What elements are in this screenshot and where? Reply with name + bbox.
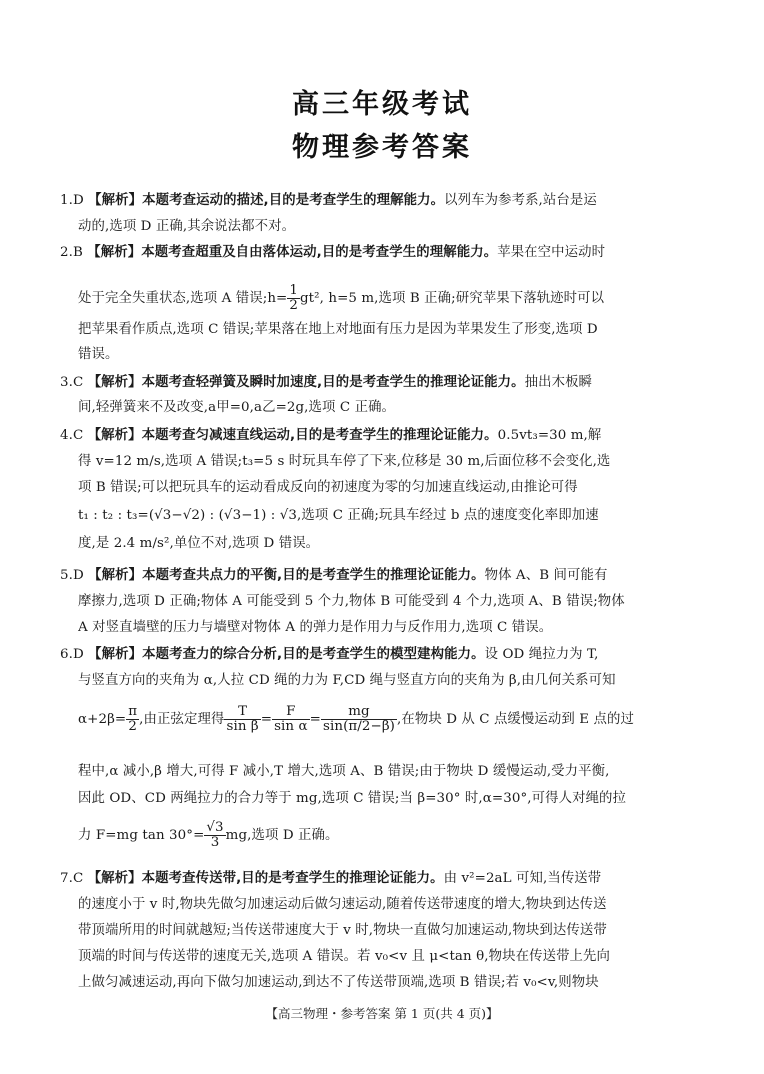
answer-2-line-4: 错误。 [78, 347, 119, 362]
fraction-root3-over-3: $\frac{√3}{3}$ [206, 820, 224, 850]
answer-7-line-3: 带顶端所用的时间就越短;当传送带速度大于 v 时,物块一直做匀加速运动,物块到达传送带 [78, 923, 607, 938]
answer-4-line-5: 度,是 2.4 m/s²,单位不对,选项 D 错误。 [78, 536, 320, 551]
answer-2-line-2: 处于完全失重状态,选项 A 错误;h= $\frac{1}{2}$ gt², h=5 m,选项 B 正确;研究苹果下落轨迹时可以 [78, 283, 605, 313]
answer-2-line-1: 2.B 【解析】本题考查超重及自由落体运动,目的是考查学生的理解能力。苹果在空中运动时 [60, 245, 606, 260]
answer-7-line-1: 7.C 【解析】本题考查传送带,目的是考查学生的推理论证能力。由 v²=2aL 可知,当传送带 [60, 871, 602, 886]
answer-6-line-5: 因此 OD、CD 两绳拉力的合力等于 mg,选项 C 错误;当 β=30° 时,α=30°,可得人对绳的拉 [78, 791, 627, 806]
answer-5-line-2: 摩擦力,选项 D 正确;物体 A 可能受到 5 个力,物体 B 可能受到 4 个力,选项 A、B 错误;物体 [78, 594, 625, 609]
answer-6-line-3: α+2β= $\frac{\pi}{2}$ ,由正弦定理得 $\frac{T}{\text{sin β}}$ = $\frac{F}{\text{sin α}}$ = $\frac{mg}{\sin(\pi/2-\beta)}$ ,在物块 D 从 C 点缓慢运动到 E 点的过 [78, 704, 634, 734]
answer-7-line-5: 上做匀减速运动,再向下做匀加速运动,到达不了传送带顶端,选项 B 错误;若 v₀<v,则物块 [78, 975, 599, 990]
answer-6-line-1: 6.D 【解析】本题考查力的综合分析,目的是考查学生的模型建构能力。设 OD 绳拉力为 T, [60, 647, 599, 662]
answer-4-line-2: 得 v=12 m/s,选项 A 错误;t₃=5 s 时玩具车停了下来,位移是 30 m,后面位移不会变化,选 [78, 454, 611, 469]
answer-4-line-1: 4.C 【解析】本题考查匀减速直线运动,目的是考查学生的推理论证能力。0.5vt₃=30 m,解 [60, 428, 602, 443]
answer-4-line-4: t₁ : t₂ : t₃=(√3−√2) : (√3−1) : √3,选项 C 正确;玩具车经过 b 点的速度变化率即加速 [78, 508, 599, 523]
answer-4-line-3: 项 B 错误;可以把玩具车的运动看成反向的初速度为零的匀加速直线运动,由推论可得 [78, 480, 578, 495]
answer-1-line-1: 1.D 【解析】本题考查运动的描述,目的是考查学生的理解能力。以列车为参考系,站台是运 [60, 193, 597, 208]
exam-title: 高三年级考试 [292, 89, 472, 120]
fraction-mg-over-sin: $\frac{mg}{\sin(\pi/2-\beta)}$ [322, 704, 396, 734]
answer-title: 物理参考答案 [292, 132, 472, 163]
answer-6-line-4: 程中,α 减小,β 增大,可得 F 减小,T 增大,选项 A、B 错误;由于物块 D 缓慢运动,受力平衡, [78, 764, 610, 779]
answer-2-line-3: 把苹果看作质点,选项 C 错误;苹果落在地上对地面有压力是因为苹果发生了形变,选项 D [78, 322, 598, 337]
fraction-pi-over-2: $\frac{\pi}{2}$ [128, 704, 138, 734]
answer-3-line-2: 间,轻弹簧来不及改变,a甲=0,a乙=2g,选项 C 正确。 [78, 400, 396, 415]
answer-5-line-1: 5.D 【解析】本题考查共点力的平衡,目的是考查学生的推理论证能力。物体 A、B 间可能有 [60, 568, 608, 583]
fraction-half: $\frac{1}{2}$ [289, 283, 299, 313]
fraction-t-over-sinb: $\frac{T}{\text{sin β}}$ [226, 704, 259, 734]
answer-1-line-2: 动的,选项 D 正确,其余说法都不对。 [78, 219, 296, 234]
answer-7-line-4: 顶端的时间与传送带的速度无关,选项 A 错误。若 v₀<v 且 μ<tan θ,物块在传送带上先向 [78, 949, 611, 964]
fraction-f-over-sina: $\frac{F}{\text{sin α}}$ [274, 704, 308, 734]
answer-7-line-2: 的速度小于 v 时,物块先做匀加速运动后做匀速运动,随着传送带速度的增大,物块到达传送 [78, 897, 607, 912]
page-footer: 【高三物理・参考答案 第 1 页(共 4 页)】 [265, 1006, 499, 1021]
answer-3-line-1: 3.C 【解析】本题考查轻弹簧及瞬时加速度,目的是考查学生的推理论证能力。抽出木板瞬 [60, 375, 593, 390]
answer-5-line-3: A 对竖直墙壁的压力与墙壁对物体 A 的弹力是作用力与反作用力,选项 C 错误。 [78, 620, 553, 635]
answer-6-line-6: 力 F=mg tan 30°= $\frac{√3}{3}$ mg,选项 D 正确。 [78, 820, 339, 850]
answer-6-line-2: 与竖直方向的夹角为 α,人拉 CD 绳的力为 F,CD 绳与竖直方向的夹角为 β,由几何关系可知 [78, 673, 616, 688]
